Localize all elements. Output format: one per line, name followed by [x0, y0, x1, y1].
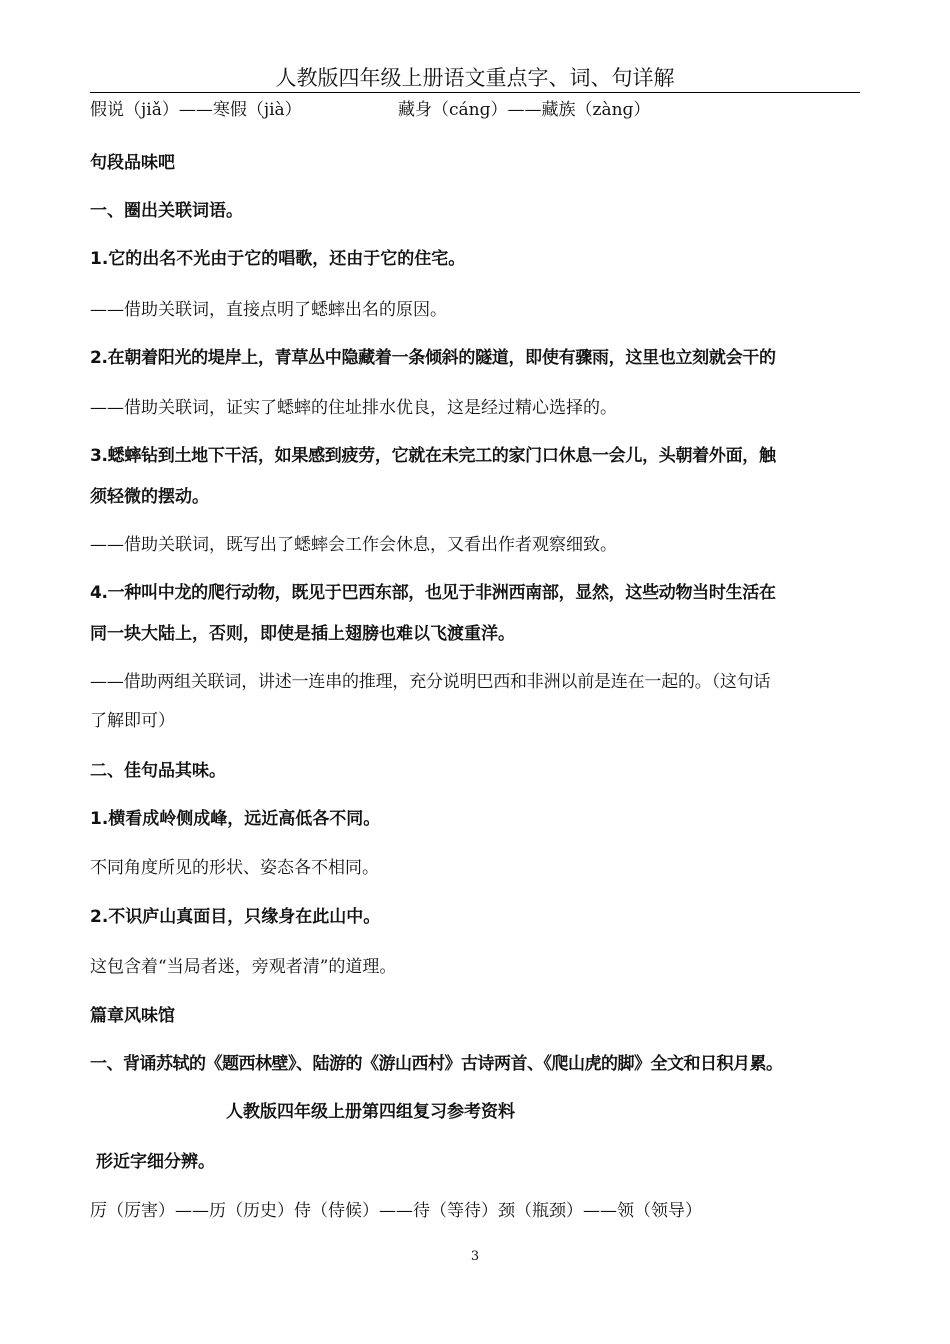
- part1-title: 一、圈出关联词语。: [90, 201, 243, 221]
- page-number: 3: [470, 1249, 480, 1264]
- pinyin-pair-right: 藏身（cánɡ）——藏族（zànɡ）: [398, 100, 651, 120]
- header-divider: [90, 92, 860, 93]
- sentence-3-line-1: 3.蟋蟀钻到土地下干活，如果感到疲劳，它就在未完工的家门口休息一会儿，头朝着外面，触: [90, 446, 776, 466]
- group4-title: 人教版四年级上册第四组复习参考资料: [226, 1102, 515, 1122]
- similar-chars-line: 厉（厉害）——历（历史）侍（侍候）——待（等待）颈（瓶颈）——领（领导）: [90, 1201, 702, 1221]
- sentence-1: 1.它的出名不光由于它的唱歌，还由于它的住宅。: [90, 249, 466, 269]
- poem-line-2: 2.不识庐山真面目，只缘身在此山中。: [90, 907, 381, 927]
- section-heading-juduan: 句段品味吧: [90, 153, 175, 173]
- poem-line-1: 1.横看成岭侧成峰，远近高低各不同。: [90, 809, 381, 829]
- poem-line-1-note: 不同角度所见的形状、姿态各不相同。: [90, 858, 379, 878]
- sentence-4-line-2: 同一块大陆上，否则，即使是插上翅膀也难以飞渡重洋。: [90, 624, 515, 644]
- sentence-3-note: ——借助关联词，既写出了蟋蟀会工作会休息，又看出作者观察细致。: [90, 535, 617, 555]
- poem-line-2-note: 这包含着“当局者迷，旁观者清”的道理。: [90, 957, 397, 977]
- sentence-4-note-line-2: 了解即可）: [90, 711, 175, 731]
- page-title: 人教版四年级上册语文重点字、词、句详解: [275, 66, 675, 90]
- part2-title: 二、佳句品其味。: [90, 761, 226, 781]
- pinyin-pair-left: 假说（jiǎ）——寒假（jià）: [90, 100, 302, 120]
- section-heading-pianzhang: 篇章风味馆: [90, 1006, 175, 1026]
- sentence-2-note: ——借助关联词，证实了蟋蟀的住址排水优良，这是经过精心选择的。: [90, 398, 617, 418]
- sentence-3-line-2: 须轻微的摆动。: [90, 487, 209, 507]
- sentence-4-note-line-1: ——借助两组关联词，讲述一连串的推理，充分说明巴西和非洲以前是连在一起的。（这句话: [90, 672, 771, 692]
- sentence-4-line-1: 4.一种叫中龙的爬行动物，既见于巴西东部，也见于非洲西南部，显然，这些动物当时生活在: [90, 583, 776, 603]
- sentence-2: 2.在朝着阳光的堤岸上，青草丛中隐藏着一条倾斜的隧道，即使有骤雨，这里也立刻就会干的: [90, 348, 776, 368]
- xingjin-heading: 形近字细分辨。: [96, 1152, 215, 1172]
- pinyin-pair-row: [90, 98, 862, 122]
- sentence-1-note: ——借助关联词，直接点明了蟋蟀出名的原因。: [90, 300, 447, 320]
- recite-instruction: 一、背诵苏轼的《题西林壁》、陆游的《游山西村》古诗两首、《爬山虎的脚》全文和日积月累。: [90, 1054, 783, 1074]
